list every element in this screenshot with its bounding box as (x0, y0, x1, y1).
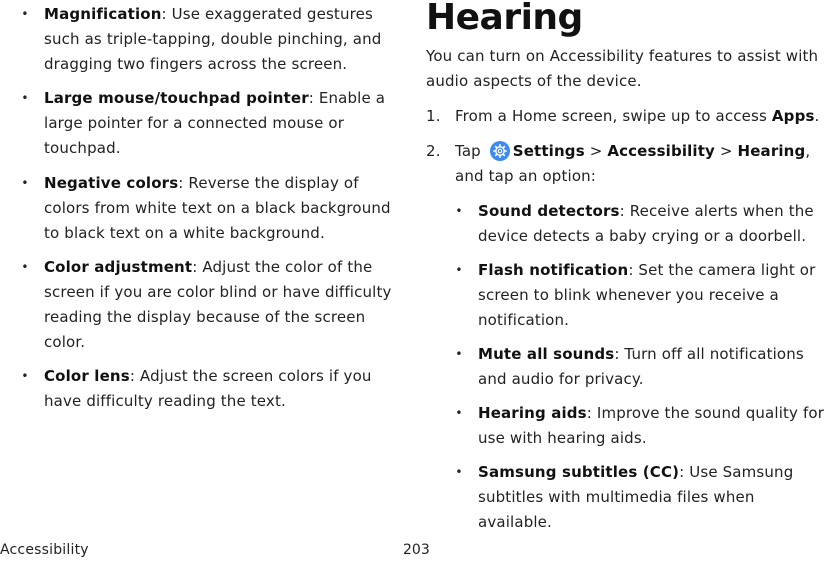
list-item (426, 460, 830, 535)
list-item (0, 171, 400, 246)
option-term: Large mouse/touchpad pointer (44, 89, 309, 107)
step-text: From a Home screen, swipe up to access (455, 107, 772, 125)
bullet-icon: • (455, 263, 463, 277)
option-description: : Use exaggerated gestures such as triple-tapping, double pinching, and dragging two fingers across the screen. (44, 5, 382, 73)
apps-term: Apps (771, 107, 815, 125)
option-term: Color adjustment (44, 258, 193, 276)
left-column (0, 0, 400, 414)
list-item (0, 86, 400, 161)
step-text-end: , and tap an option: (455, 142, 811, 185)
option-term: Mute all sounds (478, 345, 615, 363)
list-item (426, 342, 830, 392)
settings-term: Settings (512, 142, 585, 160)
option-description: : Adjust the color of the screen if you are color blind or have difficulty reading the display because of the screen color. (44, 258, 392, 351)
bullet-icon: • (21, 260, 29, 274)
option-description: : Improve the sound quality for use with hearing aids. (478, 404, 825, 447)
step-item (426, 139, 830, 189)
settings-gear-icon (490, 141, 510, 161)
step-number: 2. (426, 142, 441, 160)
section-heading: Hearing (426, 0, 583, 38)
bullet-icon: • (455, 406, 463, 420)
hearing-options-list (426, 199, 830, 535)
bullet-icon: • (455, 204, 463, 218)
option-description: : Adjust the screen colors if you have difficulty reading the text. (44, 367, 372, 410)
list-item (426, 258, 830, 333)
step-number: 1. (426, 107, 441, 125)
list-item (426, 199, 830, 249)
option-description: : Receive alerts when the device detects a baby crying or a doorbell. (478, 202, 814, 245)
bullet-icon: • (455, 347, 463, 361)
list-item (426, 401, 830, 451)
footer-section-name: Accessibility (0, 542, 89, 558)
bullet-icon: • (21, 176, 29, 190)
option-term: Samsung subtitles (CC) (478, 463, 680, 481)
path-separator: > (584, 142, 608, 160)
option-description: : Turn off all notifications and audio for privacy. (478, 345, 804, 388)
step-item (426, 104, 830, 129)
hearing-term: Hearing (737, 142, 806, 160)
accessibility-term: Accessibility (607, 142, 715, 160)
bullet-icon: • (455, 465, 463, 479)
option-term: Sound detectors (478, 202, 620, 220)
right-column (426, 0, 830, 535)
step-text: Tap (455, 142, 481, 160)
bullet-icon: • (21, 369, 29, 383)
option-description: : Set the camera light or screen to blink whenever you receive a notification. (478, 261, 816, 329)
option-description: : Enable a large pointer for a connected mouse or touchpad. (44, 89, 386, 157)
bullet-icon: • (21, 7, 29, 21)
bullet-icon: • (21, 91, 29, 105)
intro-paragraph: You can turn on Accessibility features to assist with audio aspects of the device. (426, 47, 819, 90)
step-punct: . (814, 107, 820, 125)
list-item (0, 255, 400, 355)
option-term: Color lens (44, 367, 130, 385)
option-description: : Use Samsung subtitles with multimedia files when available. (478, 463, 794, 531)
list-item (0, 2, 400, 77)
option-term: Negative colors (44, 174, 179, 192)
path-separator: > (714, 142, 738, 160)
accessibility-visibility-list (0, 0, 400, 414)
footer-page-number: 203 (403, 542, 430, 558)
option-term: Hearing aids (478, 404, 587, 422)
steps-list (426, 104, 830, 189)
option-term: Flash notification (478, 261, 629, 279)
option-term: Magnification (44, 5, 162, 23)
list-item (0, 364, 400, 414)
option-description: : Reverse the display of colors from white text on a black background to black text on a white background. (44, 174, 391, 242)
